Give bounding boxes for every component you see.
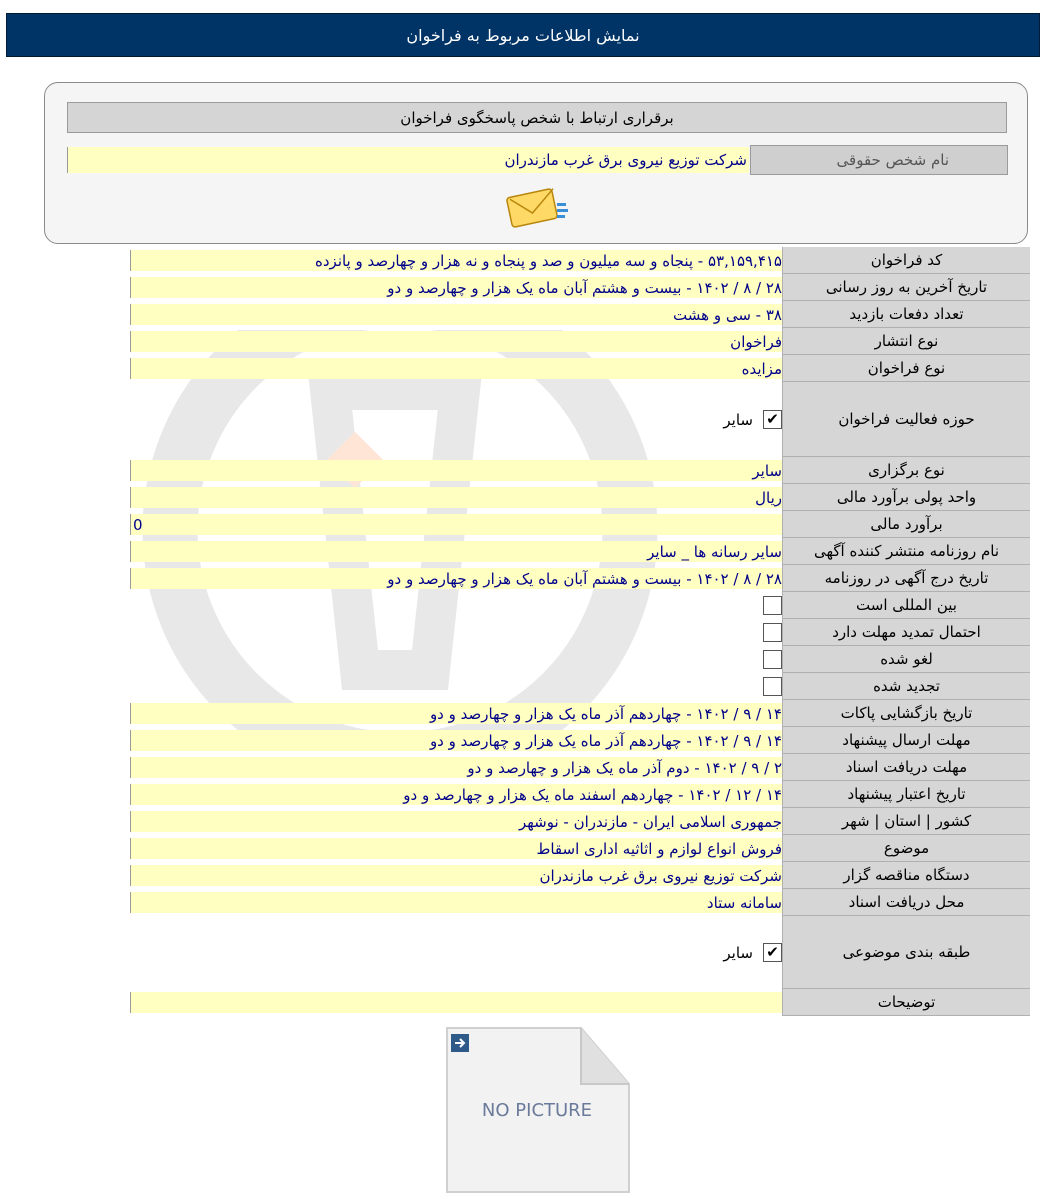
row-pub-type bbox=[130, 328, 1030, 355]
label-currency: واحد پولی برآورد مالی bbox=[782, 484, 1030, 511]
label-organizer: دستگاه مناقصه گزار bbox=[782, 862, 1030, 889]
value-newspaper: سایر رسانه ها _ سایر bbox=[130, 541, 782, 562]
value-holding-type: سایر bbox=[130, 460, 782, 481]
category-option-label: سایر bbox=[723, 943, 753, 962]
value-subject: فروش انواع لوازم و اثاثیه اداری اسقاط bbox=[130, 838, 782, 859]
value-open-date: ۱۴ / ۹ / ۱۴۰۲ - چهاردهم آذر ماه یک هزار و چهارصد و دو bbox=[130, 703, 782, 724]
contact-panel bbox=[44, 82, 1028, 244]
value-validity: ۱۴ / ۱۲ / ۱۴۰۲ - چهاردهم اسفند ماه یک هزار و چهارصد و دو bbox=[130, 784, 782, 805]
row-last-update bbox=[130, 274, 1030, 301]
label-holding-type: نوع برگزاری bbox=[782, 457, 1030, 484]
label-international: بین المللی است bbox=[782, 592, 1030, 619]
label-notes: توضیحات bbox=[782, 989, 1030, 1016]
label-extension: احتمال تمدید مهلت دارد bbox=[782, 619, 1030, 646]
activity-option-label: سایر bbox=[723, 410, 753, 429]
row-category bbox=[130, 916, 1030, 989]
row-international bbox=[130, 592, 1030, 619]
no-picture-text: NO PICTURE bbox=[481, 1100, 593, 1121]
extension-checkbox[interactable] bbox=[763, 623, 782, 642]
row-newspaper bbox=[130, 538, 1030, 565]
value-estimate: 0 bbox=[130, 514, 782, 535]
row-cancelled bbox=[130, 646, 1030, 673]
row-activity bbox=[130, 382, 1030, 457]
value-visits: ۳۸ - سی و هشت bbox=[130, 304, 782, 325]
activity-options bbox=[130, 382, 782, 457]
row-visits bbox=[130, 301, 1030, 328]
value-news-date: ۲۸ / ۸ / ۱۴۰۲ - بیست و هشتم آبان ماه یک هزار و چهارصد و دو bbox=[130, 568, 782, 589]
label-news-date: تاریخ درج آگهی در روزنامه bbox=[782, 565, 1030, 592]
row-code bbox=[130, 247, 1030, 274]
label-location: کشور | استان | شهر bbox=[782, 808, 1030, 835]
label-visits: تعداد دفعات بازدید bbox=[782, 301, 1030, 328]
row-doc-deadline bbox=[130, 754, 1030, 781]
value-organizer: شرکت توزیع نیروی برق غرب مازندران bbox=[130, 865, 782, 886]
value-pub-type: فراخوان bbox=[130, 331, 782, 352]
row-notes bbox=[130, 989, 1030, 1016]
page-header bbox=[6, 13, 1040, 57]
label-newspaper: نام روزنامه منتشر کننده آگهی bbox=[782, 538, 1030, 565]
row-estimate bbox=[130, 511, 1030, 538]
row-location bbox=[130, 808, 1030, 835]
label-estimate: برآورد مالی bbox=[782, 511, 1030, 538]
row-validity bbox=[130, 781, 1030, 808]
value-doc-deadline: ۲ / ۹ / ۱۴۰۲ - دوم آذر ماه یک هزار و چهارصد و دو bbox=[130, 757, 782, 778]
details-table bbox=[130, 247, 1030, 1016]
activity-checkbox[interactable]: ✔ bbox=[763, 410, 782, 429]
row-open-date bbox=[130, 700, 1030, 727]
row-news-date bbox=[130, 565, 1030, 592]
page-title: نمایش اطلاعات مربوط به فراخوان bbox=[406, 25, 640, 45]
cancelled-checkbox[interactable] bbox=[763, 650, 782, 669]
international-checkbox[interactable] bbox=[763, 596, 782, 615]
label-renewed: تجدید شده bbox=[782, 673, 1030, 700]
value-doc-place: سامانه ستاد bbox=[130, 892, 782, 913]
label-cancelled: لغو شده bbox=[782, 646, 1030, 673]
row-doc-place bbox=[130, 889, 1030, 916]
label-validity: تاریخ اعتبار پیشنهاد bbox=[782, 781, 1030, 808]
value-last-update: ۲۸ / ۸ / ۱۴۰۲ - بیست و هشتم آبان ماه یک هزار و چهارصد و دو bbox=[130, 277, 782, 298]
envelope-icon[interactable] bbox=[505, 187, 571, 231]
no-picture-icon bbox=[441, 1024, 635, 1196]
value-call-type: مزایده bbox=[130, 358, 782, 379]
label-code: کد فراخوان bbox=[782, 247, 1030, 274]
row-call-type bbox=[130, 355, 1030, 382]
label-doc-deadline: مهلت دریافت اسناد bbox=[782, 754, 1030, 781]
row-renewed bbox=[130, 673, 1030, 700]
renewed-checkbox[interactable] bbox=[763, 677, 782, 696]
category-options bbox=[130, 916, 782, 989]
label-pub-type: نوع انتشار bbox=[782, 328, 1030, 355]
row-extension bbox=[130, 619, 1030, 646]
row-subject bbox=[130, 835, 1030, 862]
value-send-deadline: ۱۴ / ۹ / ۱۴۰۲ - چهاردهم آذر ماه یک هزار و چهارصد و دو bbox=[130, 730, 782, 751]
category-checkbox[interactable]: ✔ bbox=[763, 943, 782, 962]
label-call-type: نوع فراخوان bbox=[782, 355, 1030, 382]
label-send-deadline: مهلت ارسال پیشنهاد bbox=[782, 727, 1030, 754]
label-subject: موضوع bbox=[782, 835, 1030, 862]
label-open-date: تاریخ بازگشایی پاکات bbox=[782, 700, 1030, 727]
label-category: طبقه بندی موضوعی bbox=[782, 916, 1030, 989]
no-picture-image bbox=[441, 1024, 635, 1196]
contact-value: شرکت توزیع نیروی برق غرب مازندران bbox=[67, 147, 749, 173]
value-currency: ریال bbox=[130, 487, 782, 508]
label-doc-place: محل دریافت اسناد bbox=[782, 889, 1030, 916]
row-organizer bbox=[130, 862, 1030, 889]
row-send-deadline bbox=[130, 727, 1030, 754]
row-holding-type bbox=[130, 457, 1030, 484]
label-last-update: تاریخ آخرین به روز رسانی bbox=[782, 274, 1030, 301]
contact-label: نام شخص حقوقی bbox=[750, 145, 1008, 175]
value-notes bbox=[130, 992, 782, 1013]
row-currency bbox=[130, 484, 1030, 511]
value-code: ۵۳,۱۵۹,۴۱۵ - پنجاه و سه میلیون و صد و پنجاه و نه هزار و چهارصد و پانزده bbox=[130, 250, 782, 271]
value-location: جمهوری اسلامی ایران - مازندران - نوشهر bbox=[130, 811, 782, 832]
label-activity: حوزه فعالیت فراخوان bbox=[782, 382, 1030, 457]
contact-title: برقراری ارتباط با شخص پاسخگوی فراخوان bbox=[67, 102, 1007, 133]
